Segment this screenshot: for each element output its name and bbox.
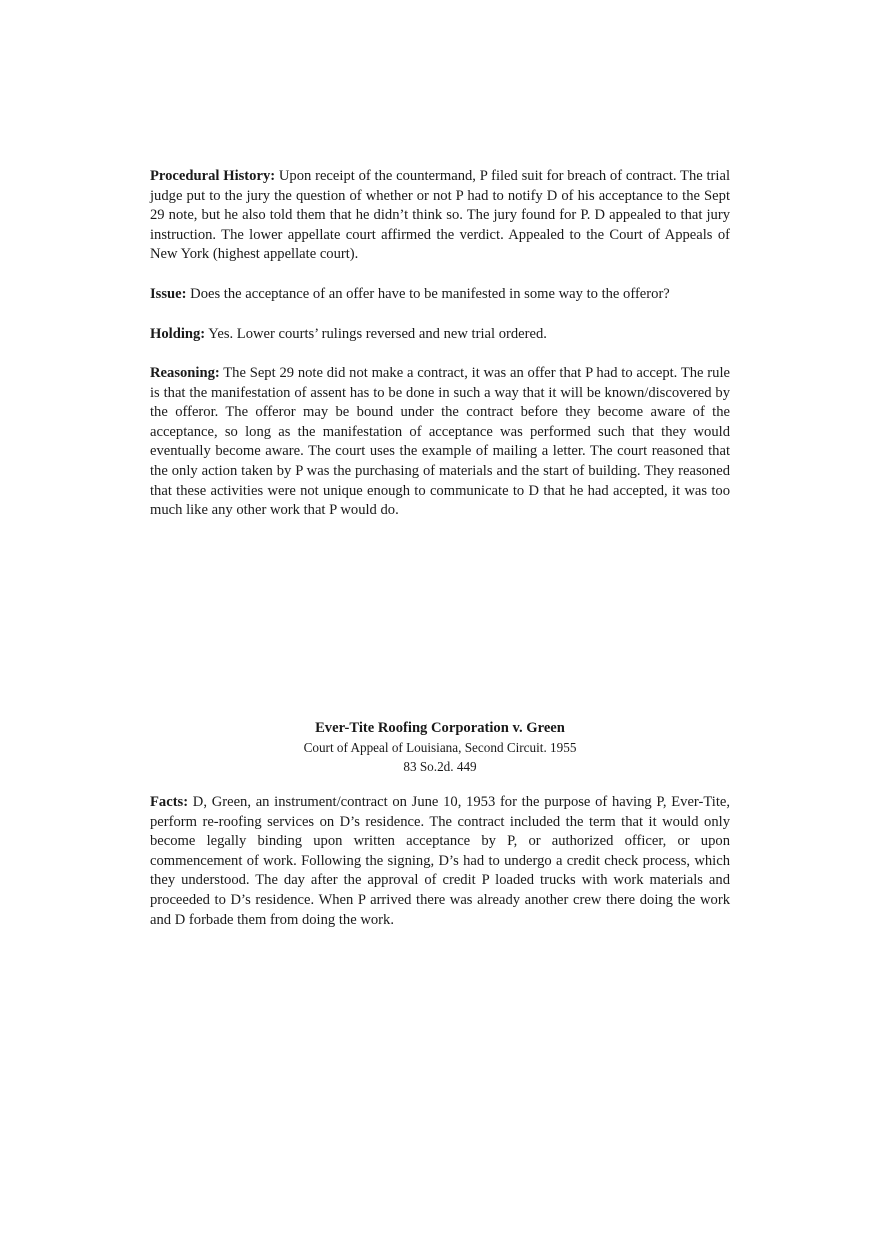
holding-paragraph (150, 325, 730, 345)
case-citation: 83 So.2d. 449 (403, 759, 477, 774)
facts-paragraph (150, 793, 730, 930)
case-heading (150, 719, 730, 776)
issue-text: Does the acceptance of an offer have to be manifested in some way to the offeror? (186, 286, 670, 302)
reasoning-label: Reasoning: (150, 365, 220, 381)
reasoning-paragraph (150, 364, 730, 521)
procedural-history-paragraph (150, 167, 730, 265)
procedural-history-text: Upon receipt of the countermand, P filed suit for breach of contract. The trial judge put to the jury the question of whether or not P had to notify D of his acceptance to the Sept 29 note, but he also told them that he didn’t think so. The jury found for P. D appealed to that jury instruction. The lower appellate court affirmed the verdict. Appealed to the Court of Appeals of New York (highest appellate court). (150, 168, 731, 263)
issue-paragraph (150, 285, 730, 305)
procedural-history-label: Procedural History: (150, 168, 276, 184)
reasoning-text: The Sept 29 note did not make a contract, it was an offer that P had to accept. The rule is that the manifestation of assent has to be done in such a way that it will be known/discovered by the offeror. The offeror may be bound under the contract before they become aware of the acceptance, so long as the manifestation of acceptance was performed such that they would eventually become aware. The court uses the example of mailing a letter. The court reasoned that the only action taken by P was the purchasing of materials and the start of building. They reasoned that these activities were not unique enough to communicate to D that he had accepted, it was too much like any other work that P would do. (150, 365, 730, 519)
holding-label: Holding: (150, 326, 206, 342)
case-court: Court of Appeal of Louisiana, Second Circuit. 1955 (303, 740, 577, 755)
facts-label: Facts: (150, 794, 189, 810)
holding-text: Yes. Lower courts’ rulings reversed and new trial ordered. (205, 326, 547, 342)
facts-text: D, Green, an instrument/contract on June 10, 1953 for the purpose of having P, Ever-Tite, perform re-roofing services on D’s residence. The contract included the term that it would only become legally binding upon written acceptance by P, or authorized officer, or upon commencement of work. Following the signing, D’s had to undergo a credit check process, which they understood. The day after the approval of credit P loaded trucks with work materials and proceeded to D’s residence. When P arrived there was already another crew there doing the work and D forbade them from doing the work. (150, 794, 730, 928)
case-title: Ever-Tite Roofing Corporation v. Green (315, 720, 565, 736)
issue-label: Issue: (150, 286, 187, 302)
